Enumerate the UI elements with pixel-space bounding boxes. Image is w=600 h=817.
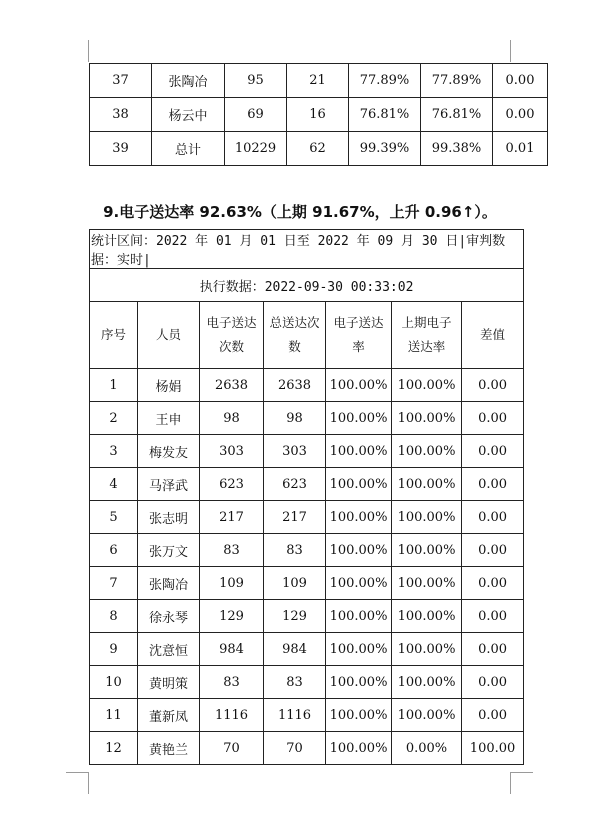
cell-diff: 0.00 (493, 98, 548, 132)
cell-seq: 39 (90, 132, 152, 166)
cell-diff: 0.00 (462, 501, 524, 534)
cell-electronic: 95 (225, 64, 287, 98)
header-electronic-l1: 电子送达 (206, 315, 257, 330)
cell-total: 1116 (264, 699, 326, 732)
cell-name: 沈意恒 (138, 633, 200, 666)
cell-name: 黄明策 (138, 666, 200, 699)
cell-prev-rate: 100.00% (392, 402, 462, 435)
cell-total: 62 (287, 132, 349, 166)
table-header-row (90, 302, 524, 369)
cell-name: 张志明 (138, 501, 200, 534)
cell-diff: 0.00 (462, 468, 524, 501)
cell-prev-rate: 77.89% (421, 64, 493, 98)
cell-total: 217 (264, 501, 326, 534)
cell-prev-rate: 100.00% (392, 699, 462, 732)
cell-diff: 0.00 (462, 435, 524, 468)
cell-prev-rate: 100.00% (392, 567, 462, 600)
cell-electronic: 109 (200, 567, 264, 600)
table-row (90, 666, 524, 699)
table-row (90, 699, 524, 732)
crop-mark-bottom-left-v (88, 772, 89, 794)
exec-data-time: 执行数据：2022-09-30 00:33:02 (90, 269, 524, 302)
cell-name: 董新凤 (138, 699, 200, 732)
table-row (90, 633, 524, 666)
electronic-delivery-table (89, 229, 524, 765)
cell-total: 21 (287, 64, 349, 98)
cell-seq: 10 (90, 666, 138, 699)
cell-name: 张陶冶 (152, 64, 225, 98)
cell-total: 623 (264, 468, 326, 501)
table-row (90, 64, 548, 98)
crop-mark-top-left-v (88, 40, 89, 62)
cell-name: 梅发友 (138, 435, 200, 468)
cell-electronic: 129 (200, 600, 264, 633)
cell-total: 83 (264, 666, 326, 699)
table-row (90, 534, 524, 567)
cell-name: 杨娟 (138, 369, 200, 402)
table-row (90, 600, 524, 633)
cell-name: 徐永琴 (138, 600, 200, 633)
cell-prev-rate: 100.00% (392, 501, 462, 534)
cell-total: 109 (264, 567, 326, 600)
cell-name: 王申 (138, 402, 200, 435)
cell-total: 70 (264, 732, 326, 765)
cell-seq: 7 (90, 567, 138, 600)
cell-rate: 100.00% (326, 534, 392, 567)
cell-name: 总计 (152, 132, 225, 166)
section-heading: 9.电子送达率 92.63%（上期 91.67%，上升 0.96↑）。 (103, 203, 497, 221)
header-rate-l1: 电子送达 (333, 315, 384, 330)
cell-seq: 12 (90, 732, 138, 765)
table-row (90, 435, 524, 468)
header-diff: 差值 (462, 302, 524, 369)
cell-seq: 4 (90, 468, 138, 501)
cell-seq: 37 (90, 64, 152, 98)
header-electronic (200, 302, 264, 369)
cell-prev-rate: 99.38% (421, 132, 493, 166)
cell-electronic: 303 (200, 435, 264, 468)
cell-total: 98 (264, 402, 326, 435)
header-prev-l1: 上期电子 (401, 315, 452, 330)
header-total (264, 302, 326, 369)
cell-prev-rate: 100.00% (392, 600, 462, 633)
table-row (90, 369, 524, 402)
cell-rate: 77.89% (349, 64, 421, 98)
cell-rate: 100.00% (326, 501, 392, 534)
cell-name: 杨云中 (152, 98, 225, 132)
cell-prev-rate: 100.00% (392, 633, 462, 666)
cell-diff: 0.00 (493, 64, 548, 98)
cell-electronic: 83 (200, 534, 264, 567)
cell-seq: 3 (90, 435, 138, 468)
table-row (90, 98, 548, 132)
cell-diff: 0.00 (462, 699, 524, 732)
cell-diff: 0.00 (462, 369, 524, 402)
table-row (90, 402, 524, 435)
crop-mark-bottom-right-h (511, 772, 533, 773)
cell-electronic: 623 (200, 468, 264, 501)
header-prev-l2: 送达率 (407, 339, 446, 354)
cell-prev-rate: 100.00% (392, 534, 462, 567)
cell-total: 129 (264, 600, 326, 633)
cell-prev-rate: 100.00% (392, 468, 462, 501)
cell-electronic: 83 (200, 666, 264, 699)
cell-electronic: 1116 (200, 699, 264, 732)
cell-rate: 76.81% (349, 98, 421, 132)
cell-total: 83 (264, 534, 326, 567)
cell-prev-rate: 76.81% (421, 98, 493, 132)
crop-mark-top-right-v (510, 40, 511, 62)
cell-rate: 100.00% (326, 666, 392, 699)
cell-electronic: 70 (200, 732, 264, 765)
cell-diff: 0.00 (462, 402, 524, 435)
cell-rate: 100.00% (326, 369, 392, 402)
cell-seq: 6 (90, 534, 138, 567)
table-row (90, 501, 524, 534)
cell-prev-rate: 0.00% (392, 732, 462, 765)
header-name: 人员 (138, 302, 200, 369)
cell-electronic: 984 (200, 633, 264, 666)
cell-rate: 100.00% (326, 699, 392, 732)
previous-stats-table (89, 63, 548, 166)
table-row (90, 567, 524, 600)
header-rate (326, 302, 392, 369)
cell-rate: 100.00% (326, 732, 392, 765)
header-rate-l2: 率 (352, 339, 365, 354)
cell-electronic: 10229 (225, 132, 287, 166)
cell-name: 黄艳兰 (138, 732, 200, 765)
cell-diff: 0.00 (462, 534, 524, 567)
cell-rate: 100.00% (326, 402, 392, 435)
stat-interval: 统计区间：2022 年 01 月 01 日至 2022 年 09 月 30 日|审判数据：实时| (90, 230, 524, 269)
cell-seq: 2 (90, 402, 138, 435)
cell-diff: 0.00 (462, 666, 524, 699)
cell-seq: 9 (90, 633, 138, 666)
cell-electronic: 69 (225, 98, 287, 132)
cell-diff: 0.00 (462, 600, 524, 633)
cell-diff: 100.00 (462, 732, 524, 765)
cell-rate: 100.00% (326, 435, 392, 468)
header-electronic-l2: 次数 (218, 339, 244, 354)
crop-mark-bottom-left-h (66, 772, 88, 773)
cell-seq: 8 (90, 600, 138, 633)
cell-prev-rate: 100.00% (392, 666, 462, 699)
cell-prev-rate: 100.00% (392, 435, 462, 468)
cell-diff: 0.01 (493, 132, 548, 166)
cell-seq: 11 (90, 699, 138, 732)
table-row (90, 132, 548, 166)
header-total-l2: 数 (288, 339, 301, 354)
cell-seq: 1 (90, 369, 138, 402)
cell-electronic: 98 (200, 402, 264, 435)
cell-name: 张万文 (138, 534, 200, 567)
cell-name: 张陶冶 (138, 567, 200, 600)
header-total-l1: 总送达次 (269, 315, 320, 330)
table-row (90, 468, 524, 501)
crop-mark-bottom-right-v (510, 772, 511, 794)
cell-name: 马泽武 (138, 468, 200, 501)
cell-total: 984 (264, 633, 326, 666)
cell-electronic: 2638 (200, 369, 264, 402)
cell-total: 303 (264, 435, 326, 468)
cell-rate: 100.00% (326, 468, 392, 501)
cell-total: 16 (287, 98, 349, 132)
cell-total: 2638 (264, 369, 326, 402)
cell-seq: 5 (90, 501, 138, 534)
cell-seq: 38 (90, 98, 152, 132)
header-prev-rate (392, 302, 462, 369)
cell-rate: 100.00% (326, 567, 392, 600)
cell-rate: 100.00% (326, 600, 392, 633)
cell-diff: 0.00 (462, 633, 524, 666)
cell-electronic: 217 (200, 501, 264, 534)
cell-diff: 0.00 (462, 567, 524, 600)
cell-rate: 99.39% (349, 132, 421, 166)
header-seq: 序号 (90, 302, 138, 369)
cell-rate: 100.00% (326, 633, 392, 666)
table-row (90, 732, 524, 765)
cell-prev-rate: 100.00% (392, 369, 462, 402)
